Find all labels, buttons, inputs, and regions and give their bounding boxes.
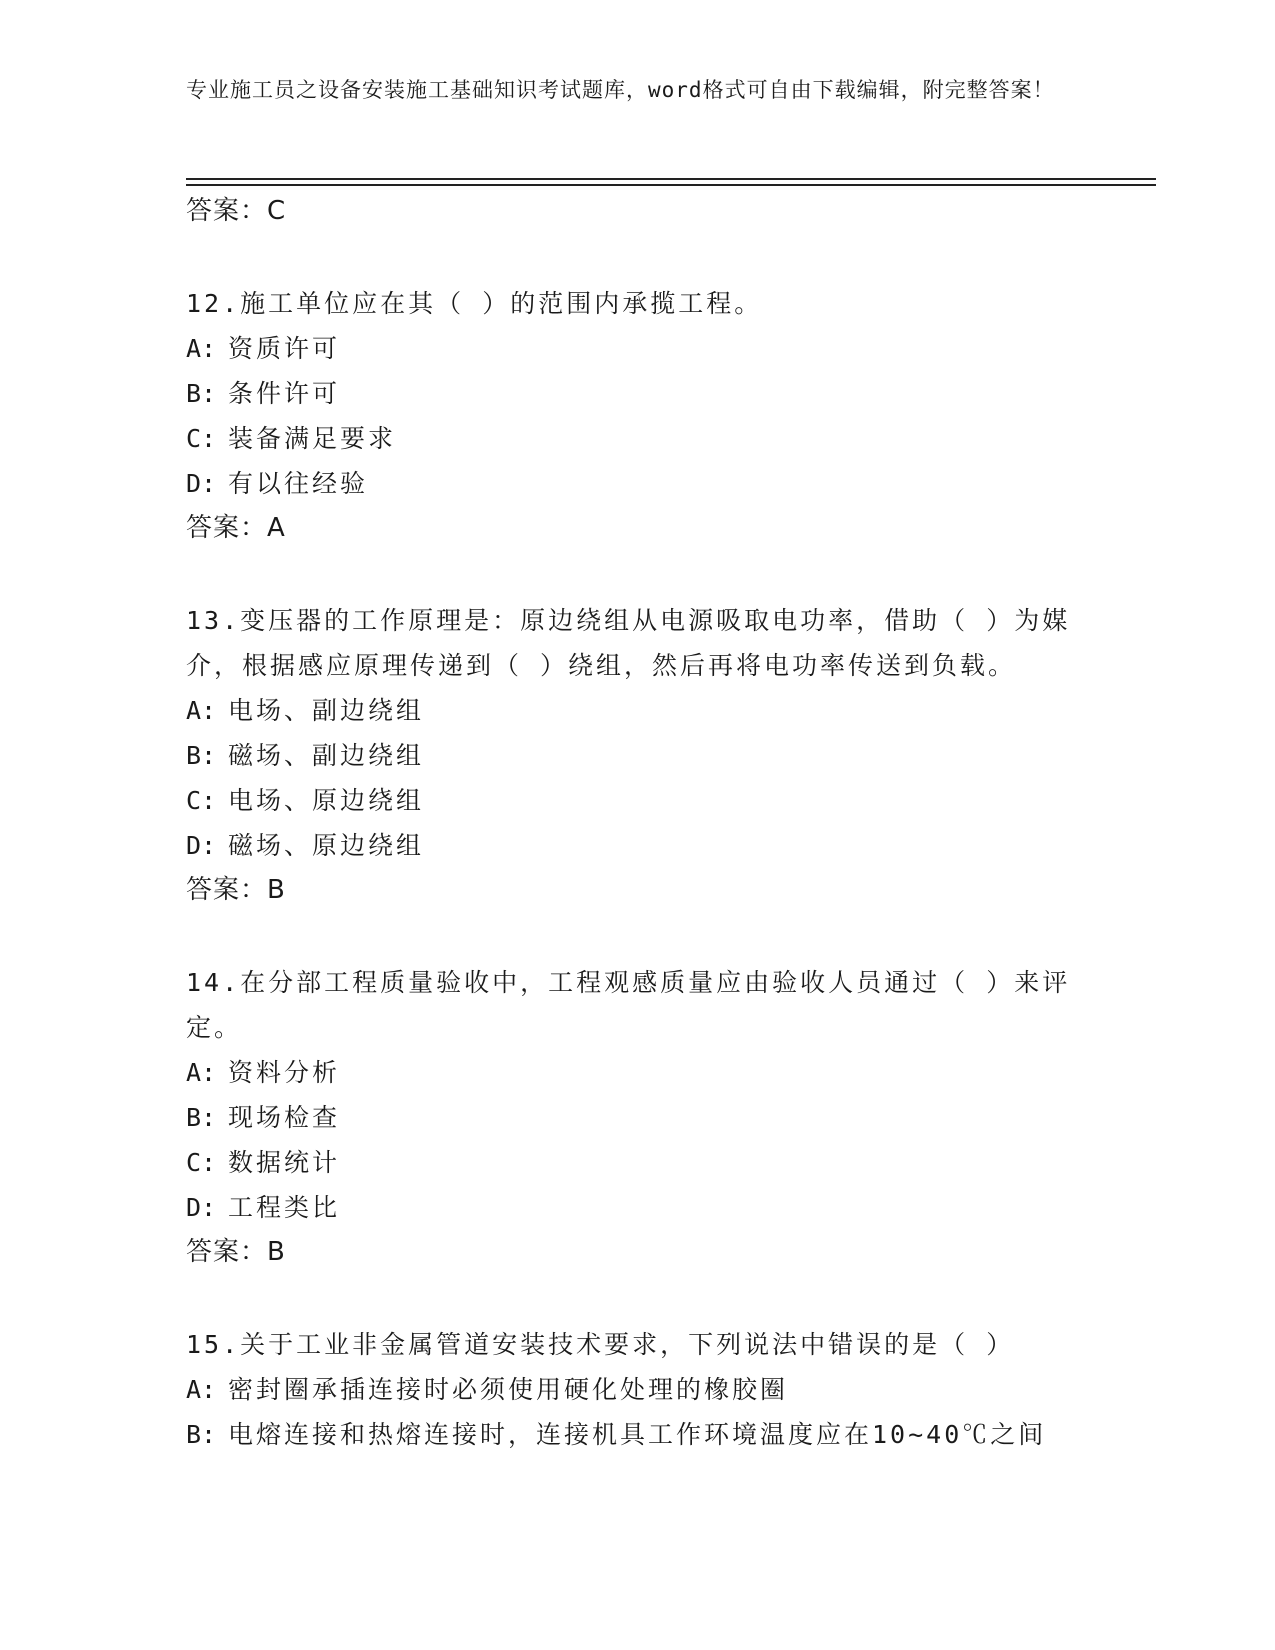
option-item <box>186 326 1086 371</box>
option-item <box>186 778 1086 823</box>
option-letter: A: <box>186 1375 217 1404</box>
option-text: 条件许可 <box>228 379 341 408</box>
question-stem: 13.变压器的工作原理是：原边绕组从电源吸取电功率，借助（ ）为媒介，根据感应原理传递到（ ）绕组，然后再将电功率传送到负载。 <box>186 606 1071 680</box>
option-text: 电熔连接和热熔连接时，连接机具工作环境温度应在10~40℃之间 <box>228 1420 1047 1449</box>
option-text: 有以往经验 <box>228 469 369 498</box>
spacer <box>186 234 1086 279</box>
option-text: 现场检查 <box>228 1103 341 1132</box>
answer-label: 答案：C <box>186 196 287 226</box>
question-stem: 12.施工单位应在其（ ）的范围内承揽工程。 <box>186 289 763 318</box>
option-item <box>186 1412 1086 1457</box>
question-item <box>186 596 1086 913</box>
option-text: 工程类比 <box>228 1193 341 1222</box>
option-letter: D: <box>186 831 217 860</box>
option-text: 资料分析 <box>228 1058 341 1087</box>
option-text: 数据统计 <box>228 1148 341 1177</box>
question-item <box>186 1320 1086 1457</box>
option-letter: D: <box>186 1193 217 1222</box>
option-letter: C: <box>186 1148 217 1177</box>
option-letter: A: <box>186 696 217 725</box>
option-letter: B: <box>186 741 217 770</box>
option-item <box>186 1095 1086 1140</box>
spacer <box>186 551 1086 596</box>
option-text: 密封圈承插连接时必须使用硬化处理的橡胶圈 <box>228 1375 789 1404</box>
option-item <box>186 823 1086 868</box>
option-item <box>186 1050 1086 1095</box>
spacer <box>186 913 1086 958</box>
answer-label: 答案：B <box>186 875 286 905</box>
option-text: 电场、原边绕组 <box>228 786 425 815</box>
header-divider <box>186 178 1156 180</box>
option-item <box>186 461 1086 506</box>
document-header: 专业施工员之设备安装施工基础知识考试题库，word格式可自由下载编辑，附完整答案！ <box>186 78 1055 102</box>
question-item <box>186 279 1086 551</box>
option-item <box>186 416 1086 461</box>
option-letter: B: <box>186 379 217 408</box>
option-letter: D: <box>186 469 217 498</box>
question-list <box>186 189 1086 1457</box>
option-text: 磁场、副边绕组 <box>228 741 425 770</box>
option-letter: C: <box>186 786 217 815</box>
question-item <box>186 958 1086 1275</box>
option-letter: C: <box>186 424 217 453</box>
option-text: 电场、副边绕组 <box>228 696 425 725</box>
option-letter: B: <box>186 1103 217 1132</box>
option-letter: B: <box>186 1420 217 1449</box>
question-stem: 15.关于工业非金属管道安装技术要求，下列说法中错误的是（ ） <box>186 1330 1015 1359</box>
option-text: 装备满足要求 <box>228 424 397 453</box>
option-item <box>186 1367 1086 1412</box>
option-letter: A: <box>186 334 217 363</box>
header-divider-secondary <box>186 184 1156 186</box>
question-stem: 14.在分部工程质量验收中，工程观感质量应由验收人员通过（ ）来评定。 <box>186 968 1071 1042</box>
option-text: 资质许可 <box>228 334 341 363</box>
option-text: 磁场、原边绕组 <box>228 831 425 860</box>
option-item <box>186 688 1086 733</box>
option-item <box>186 733 1086 778</box>
option-item <box>186 371 1086 416</box>
answer-label: 答案：B <box>186 1237 286 1267</box>
answer-label: 答案：A <box>186 513 286 543</box>
option-letter: A: <box>186 1058 217 1087</box>
option-item <box>186 1140 1086 1185</box>
spacer <box>186 1275 1086 1320</box>
option-item <box>186 1185 1086 1230</box>
